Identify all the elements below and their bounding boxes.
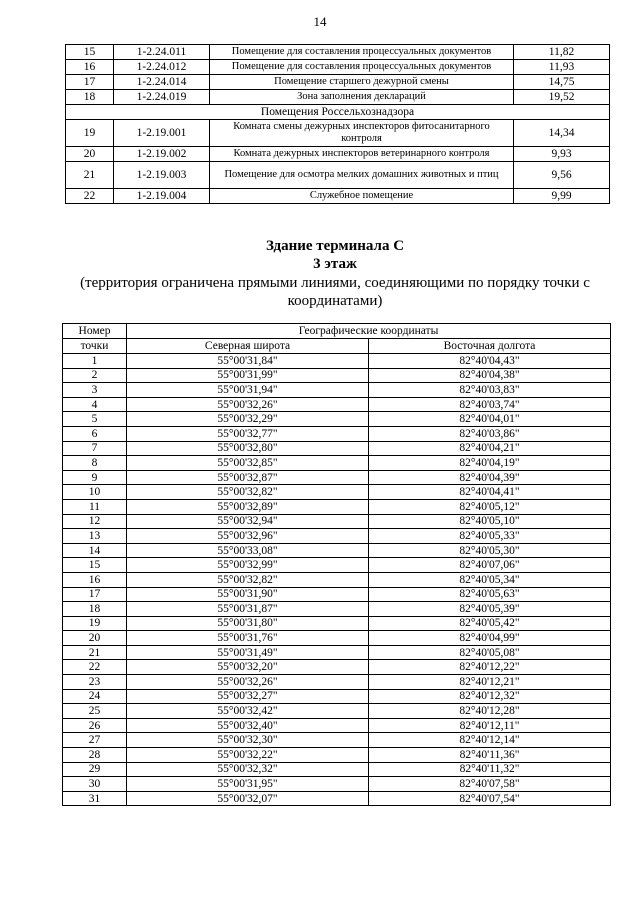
room-number: 18 xyxy=(66,90,114,105)
room-name: Комната дежурных инспекторов ветеринарного контроля xyxy=(210,147,514,162)
table-row xyxy=(63,748,611,763)
table-row xyxy=(63,587,611,602)
longitude-cell: 82°40'07,58" xyxy=(369,777,611,792)
latitude-cell: 55°00'32,32" xyxy=(127,762,369,777)
room-number: 17 xyxy=(66,75,114,90)
room-name: Комната смены дежурных инспекторов фитосанитарного контроля xyxy=(210,120,514,147)
room-number: 21 xyxy=(66,162,114,189)
section-row xyxy=(66,105,610,120)
room-area: 11,82 xyxy=(514,45,610,60)
room-code: 1-2.24.012 xyxy=(114,60,210,75)
table-row xyxy=(63,733,611,748)
rooms-table xyxy=(65,44,610,204)
longitude-cell: 82°40'04,39" xyxy=(369,470,611,485)
latitude-cell: 55°00'32,20" xyxy=(127,660,369,675)
longitude-cell: 82°40'05,12" xyxy=(369,499,611,514)
room-code: 1-2.24.019 xyxy=(114,90,210,105)
point-number: 17 xyxy=(63,587,127,602)
longitude-cell: 82°40'07,06" xyxy=(369,558,611,573)
point-number: 13 xyxy=(63,529,127,544)
point-number: 18 xyxy=(63,602,127,617)
point-number: 1 xyxy=(63,354,127,369)
longitude-cell: 82°40'12,32" xyxy=(369,689,611,704)
room-code: 1-2.24.014 xyxy=(114,75,210,90)
longitude-cell: 82°40'05,63" xyxy=(369,587,611,602)
table-row xyxy=(63,602,611,617)
longitude-cell: 82°40'05,34" xyxy=(369,572,611,587)
room-code: 1-2.19.002 xyxy=(114,147,210,162)
room-name: Помещение для составления процессуальных документов xyxy=(210,60,514,75)
point-number: 9 xyxy=(63,470,127,485)
header-longitude: Восточная долгота xyxy=(369,339,611,354)
longitude-cell: 82°40'12,28" xyxy=(369,704,611,719)
table-row xyxy=(63,660,611,675)
table-row xyxy=(63,485,611,500)
longitude-cell: 82°40'12,22" xyxy=(369,660,611,675)
table-row xyxy=(66,147,610,162)
room-name: Помещение для осмотра мелких домашних животных и птиц xyxy=(210,162,514,189)
longitude-cell: 82°40'04,19" xyxy=(369,456,611,471)
table-row xyxy=(63,791,611,806)
latitude-cell: 55°00'31,87" xyxy=(127,602,369,617)
territory-note: (территория ограничена прямыми линиями, соединяющими по порядку точки с координатами) xyxy=(80,275,590,309)
point-number: 8 xyxy=(63,456,127,471)
latitude-cell: 55°00'32,27" xyxy=(127,689,369,704)
point-number: 19 xyxy=(63,616,127,631)
latitude-cell: 55°00'32,85" xyxy=(127,456,369,471)
coordinates-table xyxy=(62,323,611,806)
table-row xyxy=(66,90,610,105)
table-row xyxy=(63,762,611,777)
table-row xyxy=(63,456,611,471)
point-number: 25 xyxy=(63,704,127,719)
longitude-cell: 82°40'04,99" xyxy=(369,631,611,646)
point-number: 6 xyxy=(63,426,127,441)
header-latitude: Северная широта xyxy=(127,339,369,354)
table-row xyxy=(66,120,610,147)
header-row xyxy=(63,339,611,354)
point-number: 27 xyxy=(63,733,127,748)
table-row xyxy=(66,162,610,189)
point-number: 22 xyxy=(63,660,127,675)
table-row xyxy=(63,368,611,383)
longitude-cell: 82°40'04,38" xyxy=(369,368,611,383)
point-number: 26 xyxy=(63,718,127,733)
table-row xyxy=(63,718,611,733)
table-row xyxy=(63,689,611,704)
point-number: 20 xyxy=(63,631,127,646)
table-row xyxy=(63,616,611,631)
room-area: 9,99 xyxy=(514,189,610,204)
latitude-cell: 55°00'32,82" xyxy=(127,485,369,500)
room-code: 1-2.19.004 xyxy=(114,189,210,204)
latitude-cell: 55°00'31,90" xyxy=(127,587,369,602)
room-name: Служебное помещение xyxy=(210,189,514,204)
header-geo-coordinates: Географические координаты xyxy=(127,324,611,339)
table-row xyxy=(66,60,610,75)
room-number: 19 xyxy=(66,120,114,147)
latitude-cell: 55°00'32,42" xyxy=(127,704,369,719)
room-name: Помещение для составления процессуальных документов xyxy=(210,45,514,60)
table-row xyxy=(63,397,611,412)
room-code: 1-2.24.011 xyxy=(114,45,210,60)
latitude-cell: 55°00'31,84" xyxy=(127,354,369,369)
table-row xyxy=(63,514,611,529)
room-area: 9,56 xyxy=(514,162,610,189)
latitude-cell: 55°00'31,76" xyxy=(127,631,369,646)
table-row xyxy=(63,470,611,485)
point-number: 31 xyxy=(63,791,127,806)
point-number: 5 xyxy=(63,412,127,427)
room-area: 14,34 xyxy=(514,120,610,147)
longitude-cell: 82°40'03,86" xyxy=(369,426,611,441)
point-number: 14 xyxy=(63,543,127,558)
coordinates-table-body xyxy=(63,354,611,806)
table-row xyxy=(63,572,611,587)
room-number: 22 xyxy=(66,189,114,204)
table-row xyxy=(63,354,611,369)
point-number: 4 xyxy=(63,397,127,412)
longitude-cell: 82°40'07,54" xyxy=(369,791,611,806)
room-area: 11,93 xyxy=(514,60,610,75)
rooms-table-body xyxy=(66,45,610,204)
point-number: 29 xyxy=(63,762,127,777)
table-row xyxy=(63,383,611,398)
latitude-cell: 55°00'31,99" xyxy=(127,368,369,383)
header-point-number: Номер xyxy=(63,324,127,339)
table-row xyxy=(63,675,611,690)
table-row xyxy=(63,558,611,573)
latitude-cell: 55°00'32,40" xyxy=(127,718,369,733)
room-area: 19,52 xyxy=(514,90,610,105)
longitude-cell: 82°40'04,01" xyxy=(369,412,611,427)
longitude-cell: 82°40'05,10" xyxy=(369,514,611,529)
longitude-cell: 82°40'04,43" xyxy=(369,354,611,369)
point-number: 10 xyxy=(63,485,127,500)
building-title: Здание терминала С xyxy=(265,238,405,254)
longitude-cell: 82°40'05,39" xyxy=(369,602,611,617)
latitude-cell: 55°00'32,26" xyxy=(127,675,369,690)
latitude-cell: 55°00'32,87" xyxy=(127,470,369,485)
room-code: 1-2.19.001 xyxy=(114,120,210,147)
latitude-cell: 55°00'32,94" xyxy=(127,514,369,529)
room-number: 15 xyxy=(66,45,114,60)
longitude-cell: 82°40'05,33" xyxy=(369,529,611,544)
latitude-cell: 55°00'32,89" xyxy=(127,499,369,514)
table-row xyxy=(63,631,611,646)
longitude-cell: 82°40'04,41" xyxy=(369,485,611,500)
latitude-cell: 55°00'31,95" xyxy=(127,777,369,792)
latitude-cell: 55°00'32,07" xyxy=(127,791,369,806)
latitude-cell: 55°00'32,29" xyxy=(127,412,369,427)
point-number: 15 xyxy=(63,558,127,573)
latitude-cell: 55°00'31,49" xyxy=(127,645,369,660)
point-number: 12 xyxy=(63,514,127,529)
longitude-cell: 82°40'05,30" xyxy=(369,543,611,558)
table-row xyxy=(63,704,611,719)
latitude-cell: 55°00'32,99" xyxy=(127,558,369,573)
table-row xyxy=(63,529,611,544)
longitude-cell: 82°40'11,36" xyxy=(369,748,611,763)
longitude-cell: 82°40'05,42" xyxy=(369,616,611,631)
table-row xyxy=(66,45,610,60)
room-name: Зона заполнения деклараций xyxy=(210,90,514,105)
room-number: 20 xyxy=(66,147,114,162)
room-area: 9,93 xyxy=(514,147,610,162)
point-number: 30 xyxy=(63,777,127,792)
table-row xyxy=(63,426,611,441)
point-number: 28 xyxy=(63,748,127,763)
table-row xyxy=(63,645,611,660)
latitude-cell: 55°00'33,08" xyxy=(127,543,369,558)
table-row xyxy=(63,543,611,558)
point-number: 7 xyxy=(63,441,127,456)
latitude-cell: 55°00'32,77" xyxy=(127,426,369,441)
point-number: 21 xyxy=(63,645,127,660)
header-point-label: точки xyxy=(63,339,127,354)
latitude-cell: 55°00'32,30" xyxy=(127,733,369,748)
latitude-cell: 55°00'32,22" xyxy=(127,748,369,763)
longitude-cell: 82°40'12,11" xyxy=(369,718,611,733)
floor-title: 3 этаж xyxy=(313,256,357,272)
longitude-cell: 82°40'12,14" xyxy=(369,733,611,748)
point-number: 23 xyxy=(63,675,127,690)
latitude-cell: 55°00'32,96" xyxy=(127,529,369,544)
longitude-cell: 82°40'05,08" xyxy=(369,645,611,660)
point-number: 24 xyxy=(63,689,127,704)
point-number: 16 xyxy=(63,572,127,587)
room-number: 16 xyxy=(66,60,114,75)
latitude-cell: 55°00'32,80" xyxy=(127,441,369,456)
longitude-cell: 82°40'12,21" xyxy=(369,675,611,690)
point-number: 2 xyxy=(63,368,127,383)
latitude-cell: 55°00'31,94" xyxy=(127,383,369,398)
table-row xyxy=(66,189,610,204)
room-name: Помещение старшего дежурной смены xyxy=(210,75,514,90)
page-number: 14 xyxy=(313,14,327,29)
table-row xyxy=(63,777,611,792)
table-row xyxy=(66,75,610,90)
longitude-cell: 82°40'11,32" xyxy=(369,762,611,777)
longitude-cell: 82°40'03,74" xyxy=(369,397,611,412)
table-row xyxy=(63,412,611,427)
room-code: 1-2.19.003 xyxy=(114,162,210,189)
point-number: 11 xyxy=(63,499,127,514)
latitude-cell: 55°00'32,82" xyxy=(127,572,369,587)
room-area: 14,75 xyxy=(514,75,610,90)
longitude-cell: 82°40'03,83" xyxy=(369,383,611,398)
header-row xyxy=(63,324,611,339)
table-row xyxy=(63,499,611,514)
longitude-cell: 82°40'04,21" xyxy=(369,441,611,456)
section-title: Помещения Россельхознадзора xyxy=(66,105,610,120)
latitude-cell: 55°00'32,26" xyxy=(127,397,369,412)
latitude-cell: 55°00'31,80" xyxy=(127,616,369,631)
table-row xyxy=(63,441,611,456)
point-number: 3 xyxy=(63,383,127,398)
